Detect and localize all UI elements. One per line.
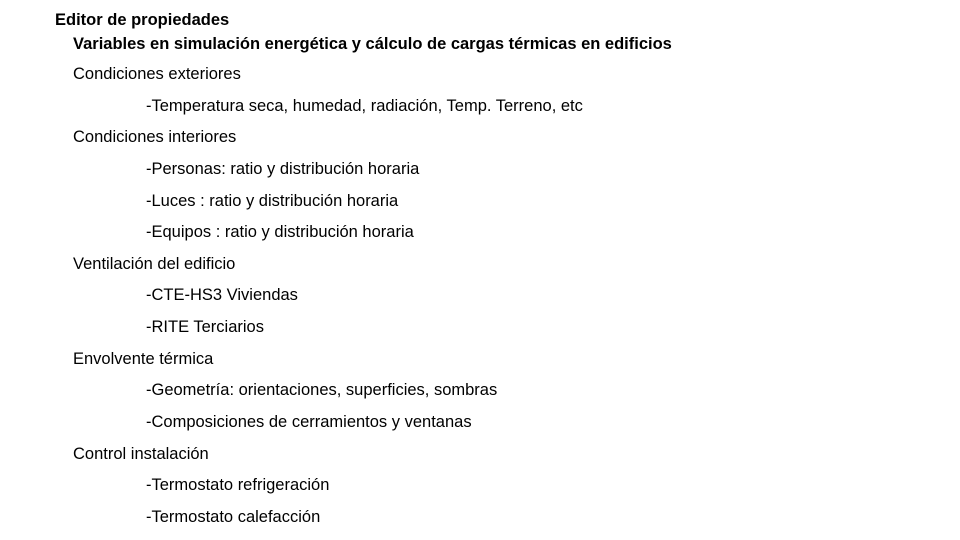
- section-building-ventilation: [0, 254, 960, 349]
- section-item: -Termostato refrigeración: [146, 476, 330, 495]
- section-heading: Ventilación del edificio: [73, 254, 236, 273]
- section-item: -Personas: ratio y distribución horaria: [146, 159, 420, 178]
- section-item: -Composiciones de cerramientos y ventanas: [146, 413, 472, 432]
- section-exterior-conditions: [0, 64, 960, 127]
- section-interior-conditions: [0, 127, 960, 254]
- section-thermal-envelope: [0, 349, 960, 444]
- section-item: -CTE-HS3 Viviendas: [146, 286, 298, 305]
- section-item: -Luces : ratio y distribución horaria: [146, 191, 399, 210]
- page-title: Editor de propiedades: [55, 11, 230, 29]
- page-subtitle: Variables en simulación energética y cálculo de cargas térmicas en edificios: [73, 35, 672, 53]
- section-heading: Condiciones exteriores: [73, 65, 241, 83]
- section-item: -Temperatura seca, humedad, radiación, Temp. Terreno, etc: [146, 96, 583, 115]
- section-item: -Equipos : ratio y distribución horaria: [146, 223, 414, 242]
- section-item: -Termostato calefacción: [146, 507, 321, 526]
- content-list: [0, 64, 960, 539]
- section-installation-control: [0, 444, 960, 539]
- section-item: -Geometría: orientaciones, superficies, sombras: [146, 381, 498, 400]
- section-heading: Condiciones interiores: [73, 128, 237, 147]
- section-heading: Control instalación: [73, 444, 209, 463]
- section-heading: Envolvente térmica: [73, 349, 214, 368]
- section-item: -RITE Terciarios: [146, 318, 264, 337]
